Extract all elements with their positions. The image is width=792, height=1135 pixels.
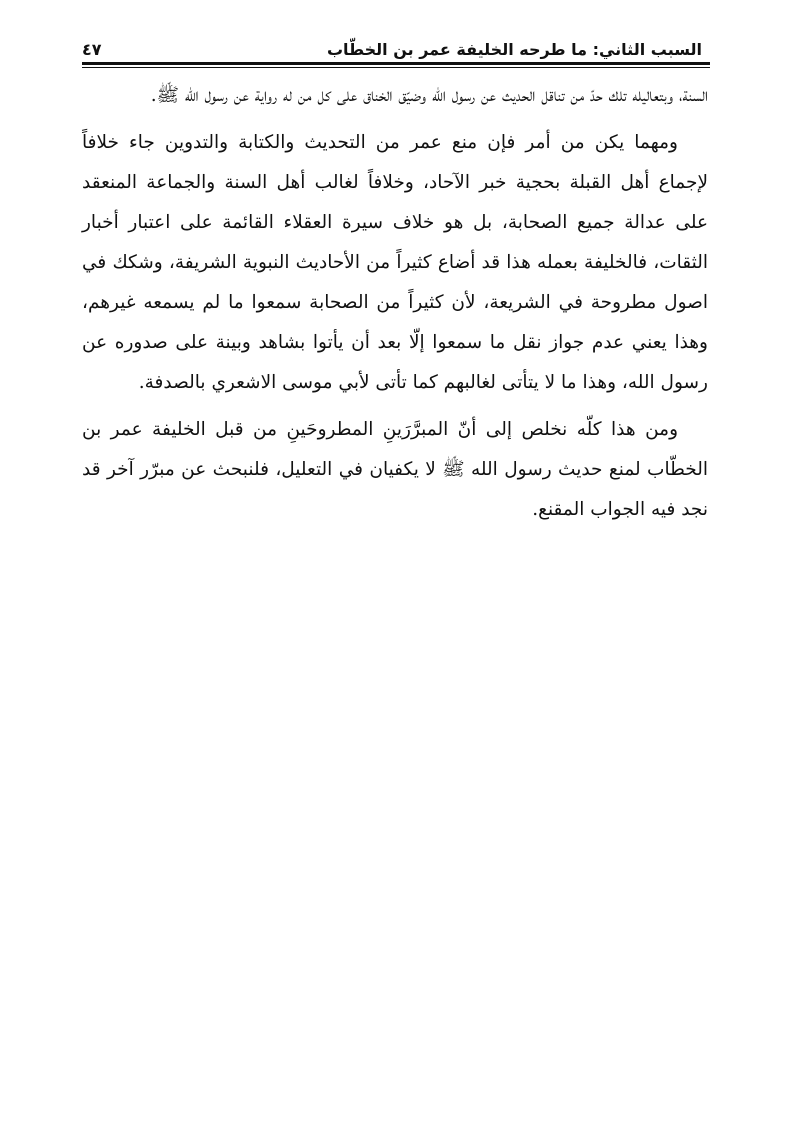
- page-number: ٤٧: [82, 39, 102, 59]
- header-rule-thin: [82, 67, 710, 68]
- running-header: [82, 36, 702, 62]
- paragraph-3: ومن هذا كلّه نخلص إلى أنّ المبرَّرَينِ المطروحَينِ من قبل الخليفة عمر بن الخطّاب لمنع حديث رسول الله ﷺ لا يكفيان في التعليل، فلنبحث عن مبرّر آخر قد نجد فيه الجواب المقنع.: [82, 419, 708, 520]
- chapter-title: السبب الثاني: ما طرحه الخليفة عمر بن الخطّاب: [326, 39, 702, 59]
- paragraph-2: ومهما يكن من أمر فإن منع عمر من التحديث والكتابة والتدوين جاء خلافاً لإجماع أهل القبلة بحجية خبر الآحاد، وخلافاً لغالب أهل السنة والجماعة المنعقد على عدالة جميع الصحابة، بل هو خلاف سيرة العقلاء القائمة على اعتبار أخبار الثقات، فالخليفة بعمله هذا قد أضاع كثيراً من الأحاديث النبوية الشريفة، وشكك في اصول مطروحة في الشريعة، لأن كثيراً من الصحابة سمعوا ما لم يسمعه غيرهم، وهذا يعني عدم جواز نقل ما سمعوا إلّا بعد أن يأتوا بشاهد وبينة على صدوره عن رسول الله، وهذا ما لا يتأتى لغالبهم كما تأتى لأبي موسى الاشعري بالصدفة.: [82, 132, 708, 393]
- paragraph-1: السنة، وبتعاليله تلك حدّ من تناقل الحديث عن رسول الله وضيّق الخناق على كل من له رواية عن رسول الله ﷺ.: [150, 85, 708, 106]
- header-rule-thick: [82, 62, 710, 65]
- body-text: [82, 76, 708, 537]
